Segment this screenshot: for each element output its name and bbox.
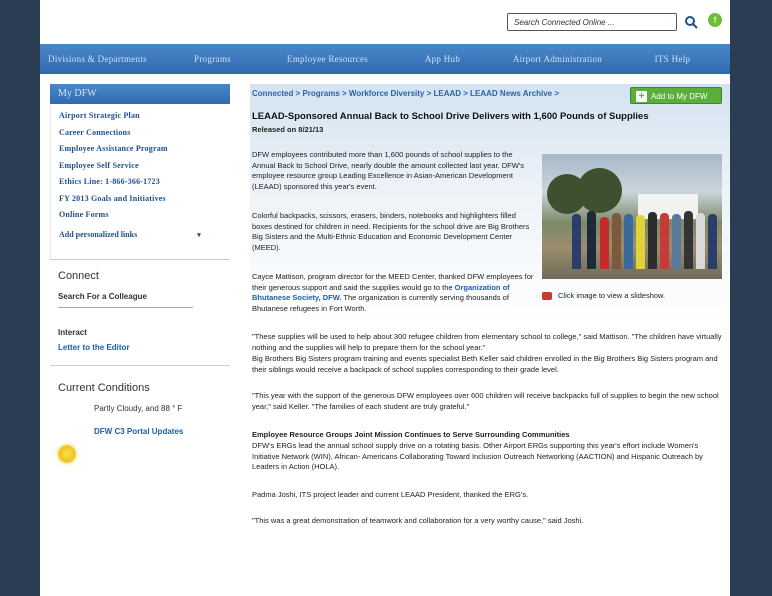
- paragraph-text: The organization is currently serving thousands of Bhutanese refugees in Fort Worth.: [252, 293, 509, 313]
- letter-to-editor-link[interactable]: Letter to the Editor: [58, 342, 130, 352]
- colleague-search-field[interactable]: [58, 307, 193, 308]
- conditions-section: [50, 365, 230, 449]
- add-links-label: Add personalized links: [59, 229, 138, 239]
- nav-its-help[interactable]: ITS Help: [654, 54, 691, 64]
- search-colleague-label: Search For a Colleague: [58, 291, 147, 301]
- caption-text: Click image to view a slideshow.: [558, 291, 666, 300]
- slideshow-caption[interactable]: [542, 291, 665, 300]
- nav-app-hub[interactable]: App Hub: [424, 54, 461, 64]
- paragraph: [252, 272, 534, 314]
- nav-divisions[interactable]: Divisions & Departments: [48, 54, 147, 64]
- sidebar-links: [50, 104, 230, 259]
- sidebar-heading: My DFW: [50, 84, 230, 104]
- paragraph: "These supplies will be used to help about 300 refugee children from elementary school to college," said Mattison. "The children have virtually nothing and the supplies will help to prepare them for the school year.": [252, 332, 722, 352]
- main-nav: [40, 44, 730, 74]
- add-button-label: Add to My DFW: [651, 92, 708, 101]
- nav-programs[interactable]: Programs: [194, 54, 231, 64]
- search-icon[interactable]: [684, 15, 698, 29]
- weather-text: Partly Cloudy, and 88 ° F: [94, 403, 183, 413]
- sidebar-link[interactable]: Ethics Line: 1-866-366-1723: [59, 177, 160, 186]
- paragraph: Padma Joshi, ITS project leader and current LEAAD President, thanked the ERG's.: [252, 490, 529, 499]
- subheading: Employee Resource Groups Joint Mission Continues to Serve Surrounding Communities: [252, 430, 570, 439]
- paragraph: "This was a great demonstration of teamwork and collaboration for a very worthy cause," said Joshi.: [252, 516, 584, 525]
- paragraph: Colorful backpacks, scissors, erasers, binders, notebooks and highlighters filled boxes destined for children in need. Recipients for the school drive are Big Brothers Big Sisters and the Multi-Ethnic Education and Economic Development Center (MEED).: [252, 211, 530, 252]
- conditions-title: Current Conditions: [58, 381, 150, 394]
- page: [40, 0, 730, 596]
- breadcrumb[interactable]: Connected > Programs > Workforce Diversity > LEAAD > LEAAD News Archive >: [252, 89, 559, 98]
- sun-icon: [58, 445, 76, 463]
- connect-section: [50, 259, 230, 365]
- camera-icon: [542, 292, 552, 300]
- paragraph: "This year with the support of the generous DFW employees over 600 children will receive backpacks full of supplies to begin the new school year," said Keller. "The families of each student are truly grateful.": [252, 391, 719, 411]
- event-photo[interactable]: [542, 154, 722, 279]
- portal-updates-link[interactable]: DFW C3 Portal Updates: [94, 426, 184, 436]
- interact-label: Interact: [58, 327, 87, 337]
- paragraph: DFW employees contributed more than 1,600 pounds of school supplies to the Annual Back to School Drive, nearly double the amount collected last year. DFW's employee resource group Leading Excellence in Asian-American Development (LEAAD) sponsored this year's event.: [252, 150, 524, 191]
- paragraph: Big Brothers Big Sisters program training and events specialist Beth Keller said children enrolled in the Big Brothers Big Sisters program and their siblings would receive a backpack of school supplies corresponding to their grade level.: [252, 354, 718, 374]
- plus-icon: +: [636, 91, 647, 102]
- release-date: Released on 8/21/13: [252, 125, 324, 134]
- add-to-my-dfw-button[interactable]: [630, 87, 722, 104]
- sidebar-link[interactable]: Airport Strategic Plan: [59, 111, 140, 120]
- sidebar-link[interactable]: Career Connections: [59, 127, 131, 137]
- sidebar-link[interactable]: Employee Assistance Program: [59, 144, 168, 153]
- top-bar: [40, 0, 730, 42]
- nav-employee-resources[interactable]: Employee Resources: [286, 54, 369, 64]
- page-title: LEAAD-Sponsored Annual Back to School Drive Delivers with 1,600 Pounds of Supplies: [252, 111, 649, 122]
- connect-title: Connect: [58, 269, 99, 282]
- sidebar-link[interactable]: Employee Self Service: [59, 160, 139, 170]
- chevron-down-icon[interactable]: ▾: [197, 230, 201, 239]
- paragraph-text: Cayce Mattison, program director for the MEED Center, thanked DFW employees for their generous support and said the supplies would go to the: [252, 272, 534, 292]
- nav-airport-administration[interactable]: Airport Administration: [512, 54, 603, 64]
- sidebar-link[interactable]: FY 2013 Goals and Initiatives: [59, 193, 166, 203]
- add-personalized-links[interactable]: [59, 230, 222, 239]
- paragraph: DFW's ERGs lead the annual school supply drive on a rotating basis. Other Airport ERGs supporting this year's effort include Women's Initiative Network (WIN), African- Americans Collaborating Toward Inclusion Outreach Networking (AACTION) and Hispanic Outreach by Leaders in Action (HOLA).: [252, 441, 703, 472]
- search-input[interactable]: Search Connected Online ...: [507, 13, 677, 31]
- organization-link[interactable]: Organization of Bhutanese Society, DFW.: [252, 282, 510, 303]
- settings-icon[interactable]: f: [708, 13, 722, 27]
- main-content: [250, 84, 730, 596]
- sidebar: [50, 84, 230, 449]
- sidebar-link[interactable]: Online Forms: [59, 210, 109, 219]
